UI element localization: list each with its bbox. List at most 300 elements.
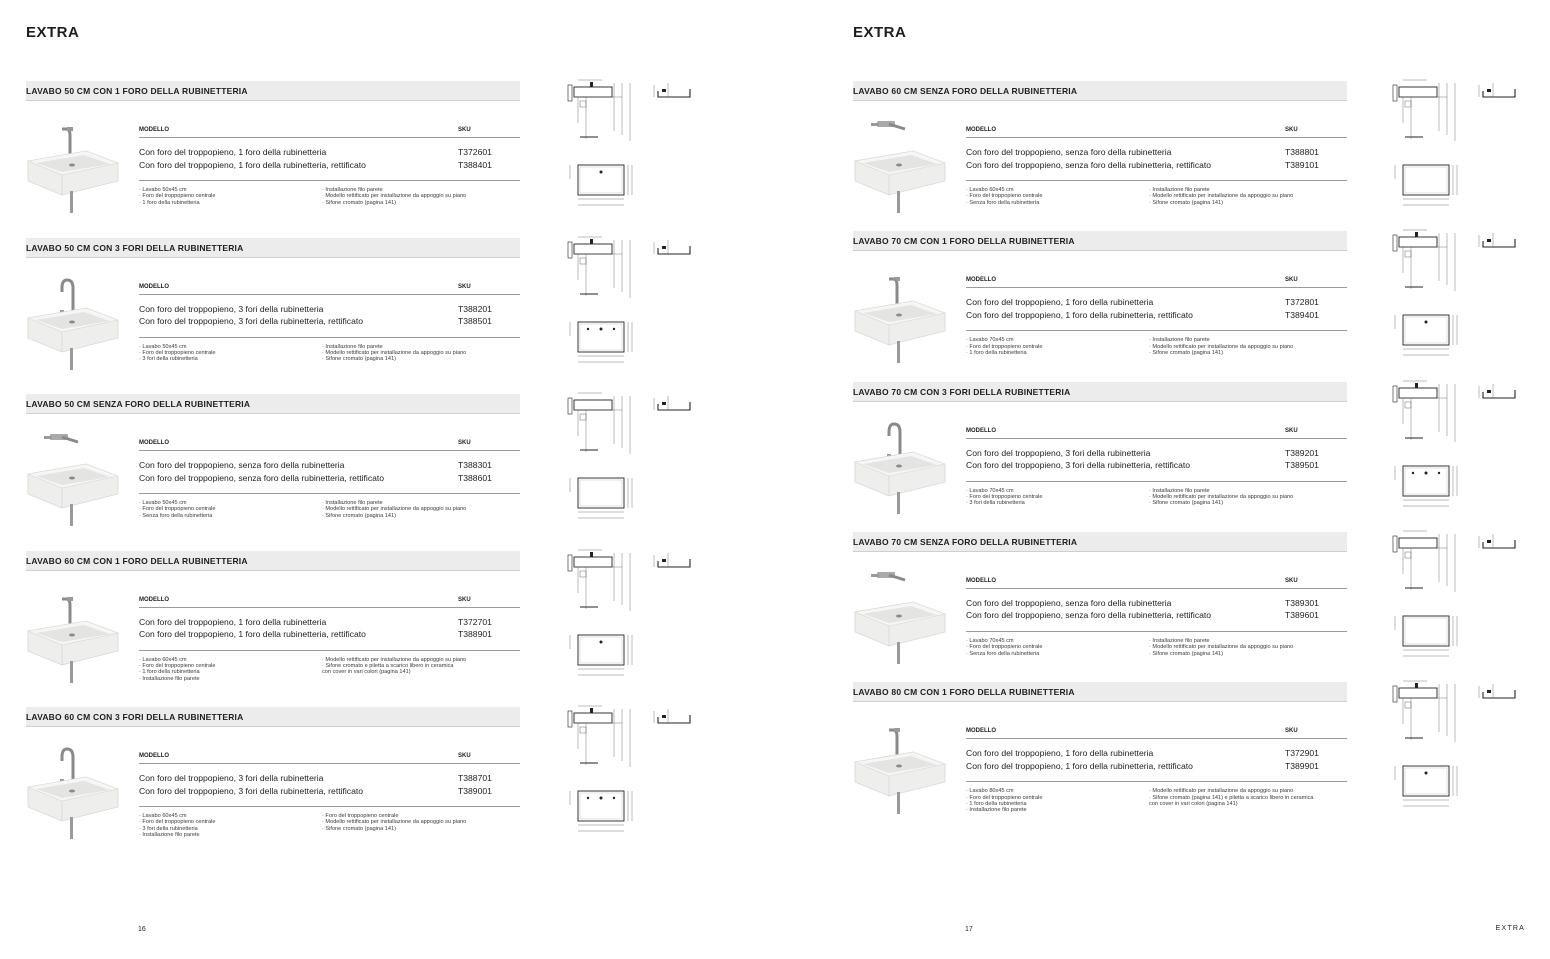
note-line: · Sifone cromato (pagina 141)	[1149, 350, 1224, 357]
sku-cell: T389001	[458, 785, 492, 796]
model-cell: Con foro del troppopieno, 1 foro della rubinetteria	[966, 297, 1154, 308]
section-title: LAVABO 60 CM CON 3 FORI DELLA RUBINETTERIA	[26, 712, 244, 722]
sku-cell: T372701	[458, 616, 492, 627]
side-view-drawing	[564, 234, 642, 304]
note-line: · Installazione filo parete	[139, 675, 200, 682]
top-view-drawing	[1391, 610, 1461, 662]
sku-cell: T388601	[458, 472, 492, 483]
table-body	[139, 451, 520, 494]
washbasin-image	[26, 276, 122, 372]
product-notes	[139, 187, 520, 217]
table-header	[966, 119, 1347, 138]
notes-column-right	[322, 187, 522, 206]
note-line: · 3 fori della rubinetteria	[139, 356, 198, 363]
product-notes	[966, 638, 1347, 668]
profile-drawing	[1475, 233, 1519, 253]
note-line: · Installazione filo parete	[966, 807, 1027, 814]
table-body	[966, 138, 1347, 181]
note-line: · 1 foro della rubinetteria	[966, 350, 1027, 357]
note-line: · Modello rettificato per installazione da appoggio su piano	[1149, 343, 1294, 350]
sku-cell: T389401	[1285, 309, 1319, 320]
note-line: · 1 foro della rubinetteria	[139, 669, 200, 676]
model-table	[139, 276, 520, 374]
note-line: · Foro del troppopieno centrale	[139, 193, 216, 200]
notes-column-right	[322, 500, 522, 519]
product-section	[26, 81, 726, 231]
sku-cell: T389301	[1285, 597, 1319, 608]
top-view-drawing	[566, 629, 636, 681]
note-line: · 1 foro della rubinetteria	[139, 199, 200, 206]
note-line: · Foro del troppopieno centrale	[139, 506, 216, 513]
model-cell: Con foro del troppopieno, 3 fori della rubinetteria, rettificato	[966, 460, 1191, 471]
note-line: · Installazione filo parete	[1149, 637, 1210, 644]
notes-column-left	[139, 657, 319, 683]
sku-header: SKU	[458, 283, 471, 290]
product-section	[853, 382, 1550, 532]
product-notes	[966, 788, 1347, 818]
product-notes	[139, 500, 520, 530]
section-header-bar	[26, 707, 520, 727]
note-line: · Installazione filo parete	[322, 343, 383, 350]
sku-cell: T372601	[458, 147, 492, 157]
section-title: LAVABO 70 CM SENZA FORO DELLA RUBINETTERIA	[853, 536, 1078, 547]
section-title: LAVABO 60 CM CON 1 FORO DELLA RUBINETTERIA	[26, 555, 248, 566]
product-notes	[966, 187, 1347, 217]
section-title: LAVABO 70 CM CON 3 FORI DELLA RUBINETTERIA	[853, 386, 1071, 397]
note-line: · Installazione filo parete	[1149, 487, 1210, 494]
note-line: · Sifone cromato (pagina 141)	[322, 356, 397, 363]
sku-cell: T388501	[458, 316, 492, 326]
model-cell: Con foro del troppopieno, 3 fori della rubinetteria, rettificato	[139, 316, 364, 326]
sku-header: SKU	[1285, 127, 1298, 133]
table-row	[966, 761, 1347, 774]
profile-drawing	[650, 240, 694, 260]
table-row	[966, 460, 1347, 473]
note-line: · Lavabo 50x45 cm	[139, 187, 187, 193]
note-line: · Lavabo 50x45 cm	[139, 343, 187, 350]
note-line: con cover in vari colori (pagina 141)	[322, 669, 411, 676]
note-line: · Foro del troppopieno centrale	[139, 349, 216, 356]
model-header: MODELLO	[966, 277, 996, 284]
top-view-drawing	[1391, 760, 1461, 812]
product-image	[26, 432, 122, 528]
footer-brand: EXTRA	[1495, 925, 1525, 932]
washbasin-image	[853, 720, 949, 816]
page-title: EXTRA	[26, 24, 80, 41]
section-header-bar	[26, 238, 520, 258]
side-view-drawing	[1389, 227, 1467, 297]
sku-cell: T388301	[458, 460, 492, 470]
note-line: · Lavabo 80x45 cm	[966, 788, 1014, 795]
section-title: LAVABO 70 CM CON 1 FORO DELLA RUBINETTERIA	[853, 236, 1075, 247]
table-body	[139, 764, 520, 807]
table-body	[139, 138, 520, 181]
sku-cell: T388901	[458, 629, 492, 639]
note-line: · Lavabo 60x45 cm	[139, 656, 187, 663]
note-line: · Foro del troppopieno centrale	[322, 813, 399, 819]
technical-drawing-profile	[1475, 233, 1519, 258]
technical-drawing-profile	[650, 83, 694, 108]
model-cell: Con foro del troppopieno, 3 fori della rubinetteria	[966, 447, 1151, 458]
note-line: · Modello rettificato per installazione da appoggio su piano	[322, 819, 467, 826]
notes-column-right	[322, 813, 522, 832]
side-view-drawing	[564, 547, 642, 617]
model-header: MODELLO	[139, 127, 169, 133]
note-line: · Sifone cromato (pagina 141)	[1149, 650, 1224, 657]
sku-cell: T388801	[1285, 147, 1319, 157]
product-section	[26, 707, 726, 857]
washbasin-image	[26, 432, 122, 528]
sku-header: SKU	[458, 127, 471, 133]
table-body	[966, 589, 1347, 632]
note-line: · 3 fori della rubinetteria	[966, 500, 1025, 507]
sku-header: SKU	[458, 596, 471, 603]
section-header-bar	[853, 382, 1347, 402]
section-title: LAVABO 80 CM CON 1 FORO DELLA RUBINETTERIA	[853, 687, 1075, 698]
technical-drawing-side	[564, 547, 642, 622]
note-line: · Modello rettificato per installazione da appoggio su piano	[1149, 788, 1294, 795]
technical-drawing-top	[566, 785, 636, 842]
note-line: · Sifone cromato (pagina 141)	[1149, 199, 1224, 206]
model-cell: Con foro del troppopieno, senza foro della rubinetteria, rettificato	[966, 159, 1212, 170]
note-line: · Lavabo 60x45 cm	[966, 187, 1014, 193]
note-line: · Modello rettificato per installazione da appoggio su piano	[322, 349, 467, 356]
technical-drawing-top	[1391, 159, 1461, 216]
model-table	[139, 119, 520, 217]
top-view-drawing	[1391, 309, 1461, 361]
model-header: MODELLO	[966, 427, 996, 434]
model-cell: Con foro del troppopieno, 1 foro della rubinetteria, rettificato	[966, 760, 1193, 771]
product-section	[853, 81, 1550, 231]
product-notes	[966, 488, 1347, 518]
section-header-bar	[26, 394, 520, 414]
model-header: MODELLO	[966, 728, 996, 735]
technical-drawing-top	[566, 316, 636, 373]
technical-drawing-profile	[650, 709, 694, 734]
table-header	[966, 720, 1347, 739]
model-table	[966, 269, 1347, 367]
model-cell: Con foro del troppopieno, 1 foro della rubinetteria	[139, 616, 327, 627]
page-number: 17	[965, 926, 973, 933]
product-image	[26, 745, 122, 841]
notes-column-right	[1149, 638, 1349, 657]
technical-drawing-side	[564, 77, 642, 152]
technical-drawing-side	[1389, 678, 1467, 753]
note-line: · Modello rettificato per installazione da appoggio su piano	[1149, 494, 1294, 500]
profile-drawing	[1475, 83, 1519, 103]
notes-column-left	[966, 337, 1146, 356]
sku-cell: T389601	[1285, 610, 1319, 621]
notes-column-right	[1149, 488, 1349, 507]
washbasin-image	[26, 745, 122, 841]
table-row	[966, 598, 1347, 611]
model-cell: Con foro del troppopieno, senza foro della rubinetteria, rettificato	[966, 610, 1212, 621]
note-line: · Senza foro della rubinetteria	[139, 512, 213, 519]
notes-column-left	[966, 638, 1146, 657]
table-row	[966, 610, 1347, 623]
product-section	[853, 532, 1550, 682]
model-header: MODELLO	[139, 753, 169, 759]
model-cell: Con foro del troppopieno, 3 fori della rubinetteria, rettificato	[139, 785, 364, 796]
note-line: · Foro del troppopieno centrale	[966, 494, 1043, 500]
technical-drawing-top	[1391, 610, 1461, 667]
note-line: · Modello rettificato per installazione da appoggio su piano	[1149, 644, 1294, 651]
table-header	[139, 589, 520, 608]
note-line: · Foro del troppopieno centrale	[966, 193, 1043, 200]
table-body	[966, 439, 1347, 482]
product-image	[26, 119, 122, 215]
table-row	[966, 748, 1347, 761]
section-header-bar	[853, 81, 1347, 101]
side-view-drawing	[1389, 378, 1467, 448]
profile-drawing	[650, 709, 694, 729]
section-header-bar	[853, 682, 1347, 702]
top-view-drawing	[566, 316, 636, 368]
note-line: · Foro del troppopieno centrale	[139, 819, 216, 826]
product-image	[853, 720, 949, 816]
note-line: · Senza foro della rubinetteria	[966, 199, 1040, 206]
notes-column-left	[966, 187, 1146, 206]
table-row	[966, 147, 1347, 160]
product-image	[853, 570, 949, 666]
profile-drawing	[1475, 534, 1519, 554]
notes-column-right	[1149, 788, 1349, 807]
note-line: · Modello rettificato per installazione da appoggio su piano	[322, 656, 467, 663]
product-image	[853, 420, 949, 516]
technical-drawing-side	[1389, 227, 1467, 302]
washbasin-image	[26, 119, 122, 215]
model-header: MODELLO	[139, 596, 169, 603]
note-line: · Foro del troppopieno centrale	[966, 794, 1043, 801]
note-line: · Lavabo 60x45 cm	[139, 813, 187, 819]
model-table	[966, 119, 1347, 217]
model-table	[139, 589, 520, 687]
notes-column-left	[966, 788, 1146, 814]
sku-cell: T389101	[1285, 159, 1319, 170]
top-view-drawing	[566, 159, 636, 211]
technical-drawing-side	[564, 703, 642, 778]
sku-cell: T388701	[458, 773, 492, 783]
section-header-bar	[26, 81, 520, 101]
product-section	[26, 551, 726, 701]
product-section	[26, 394, 726, 544]
model-cell: Con foro del troppopieno, 1 foro della rubinetteria, rettificato	[966, 309, 1193, 320]
section-title: LAVABO 50 CM CON 3 FORI DELLA RUBINETTERIA	[26, 242, 244, 253]
model-cell: Con foro del troppopieno, 3 fori della rubinetteria	[139, 773, 324, 783]
technical-drawing-side	[1389, 77, 1467, 152]
table-row	[139, 160, 520, 173]
section-header-bar	[26, 551, 520, 571]
model-table	[139, 432, 520, 530]
product-image	[26, 589, 122, 685]
sku-header: SKU	[1285, 427, 1298, 434]
sku-header: SKU	[458, 440, 471, 446]
model-header: MODELLO	[139, 283, 169, 290]
table-row	[966, 297, 1347, 310]
note-line: · Sifone cromato (pagina 141) e piletta a scarico libero in ceramica	[1149, 794, 1314, 801]
model-table	[966, 420, 1347, 518]
technical-drawing-profile	[1475, 83, 1519, 108]
note-line: · Lavabo 70x45 cm	[966, 337, 1014, 344]
model-cell: Con foro del troppopieno, 1 foro della rubinetteria, rettificato	[139, 629, 366, 639]
sku-cell: T389201	[1285, 447, 1319, 458]
sku-cell: T388401	[458, 159, 492, 170]
table-header	[139, 119, 520, 138]
sku-cell: T389501	[1285, 460, 1319, 471]
technical-drawing-side	[564, 234, 642, 309]
technical-drawing-top	[566, 159, 636, 216]
technical-drawing-side	[1389, 528, 1467, 603]
note-line: · Modello rettificato per installazione da appoggio su piano	[1149, 193, 1294, 200]
washbasin-image	[26, 589, 122, 685]
top-view-drawing	[1391, 159, 1461, 211]
sku-cell: T388201	[458, 303, 492, 314]
model-cell: Con foro del troppopieno, 3 fori della rubinetteria	[139, 303, 324, 314]
notes-column-right	[322, 344, 522, 363]
washbasin-image	[853, 570, 949, 666]
note-line: · Foro del troppopieno centrale	[966, 644, 1043, 651]
table-header	[966, 420, 1347, 439]
table-body	[966, 288, 1347, 331]
model-header: MODELLO	[966, 127, 996, 133]
profile-drawing	[1475, 684, 1519, 704]
table-header	[966, 570, 1347, 589]
notes-column-left	[139, 187, 319, 206]
technical-drawing-side	[1389, 378, 1467, 453]
table-header	[139, 745, 520, 764]
right-page	[775, 0, 1550, 959]
model-cell: Con foro del troppopieno, senza foro della rubinetteria, rettificato	[139, 472, 385, 483]
note-line: · Lavabo 70x45 cm	[966, 637, 1014, 644]
note-line: · Modello rettificato per installazione da appoggio su piano	[322, 193, 467, 200]
model-header: MODELLO	[966, 577, 996, 584]
top-view-drawing	[566, 785, 636, 837]
table-header	[139, 432, 520, 451]
model-cell: Con foro del troppopieno, senza foro della rubinetteria	[139, 460, 345, 470]
table-row	[139, 629, 520, 642]
note-line: · Lavabo 70x45 cm	[966, 487, 1014, 494]
notes-column-left	[139, 344, 319, 363]
model-cell: Con foro del troppopieno, senza foro della rubinetteria	[966, 597, 1172, 608]
table-body	[139, 295, 520, 338]
section-title: LAVABO 50 CM SENZA FORO DELLA RUBINETTERIA	[26, 399, 251, 409]
notes-column-left	[139, 500, 319, 519]
table-row	[966, 310, 1347, 323]
side-view-drawing	[1389, 678, 1467, 748]
model-table	[139, 745, 520, 843]
notes-column-left	[966, 488, 1146, 507]
section-title: LAVABO 50 CM CON 1 FORO DELLA RUBINETTERIA	[26, 86, 248, 96]
sku-header: SKU	[1285, 277, 1298, 284]
page-title: EXTRA	[853, 24, 907, 41]
note-line: · Foro del troppopieno centrale	[139, 662, 216, 669]
note-line: · Installazione filo parete	[1149, 187, 1210, 193]
product-image	[26, 276, 122, 372]
note-line: · Foro del troppopieno centrale	[966, 343, 1043, 350]
note-line: · Lavabo 50x45 cm	[139, 500, 187, 506]
section-title: LAVABO 60 CM SENZA FORO DELLA RUBINETTERIA	[853, 86, 1078, 96]
profile-drawing	[650, 553, 694, 573]
side-view-drawing	[564, 703, 642, 773]
technical-drawing-profile	[1475, 534, 1519, 559]
technical-drawing-top	[1391, 460, 1461, 517]
model-table	[966, 570, 1347, 668]
technical-drawing-top	[566, 472, 636, 529]
washbasin-image	[853, 269, 949, 365]
note-line: · Sifone cromato (pagina 141)	[322, 825, 397, 832]
profile-drawing	[650, 396, 694, 416]
product-image	[853, 119, 949, 215]
side-view-drawing	[1389, 77, 1467, 147]
technical-drawing-side	[564, 390, 642, 465]
table-row	[966, 448, 1347, 461]
side-view-drawing	[564, 390, 642, 460]
technical-drawing-top	[1391, 760, 1461, 817]
profile-drawing	[1475, 384, 1519, 404]
model-header: MODELLO	[139, 440, 169, 446]
sku-header: SKU	[458, 753, 471, 759]
top-view-drawing	[1391, 460, 1461, 512]
table-row	[139, 617, 520, 630]
product-section	[26, 238, 726, 388]
note-line: · Sifone cromato (pagina 141)	[1149, 500, 1224, 507]
product-notes	[139, 813, 520, 843]
product-section	[853, 231, 1550, 381]
note-line: · 3 fori della rubinetteria	[139, 825, 198, 832]
technical-drawing-profile	[650, 396, 694, 421]
top-view-drawing	[566, 472, 636, 524]
note-line: · Installazione filo parete	[322, 187, 383, 193]
technical-drawing-top	[1391, 309, 1461, 366]
notes-column-right	[1149, 337, 1349, 356]
table-row	[139, 460, 520, 473]
note-line: · Installazione filo parete	[322, 500, 383, 506]
technical-drawing-profile	[1475, 384, 1519, 409]
table-row	[139, 786, 520, 799]
table-body	[966, 739, 1347, 782]
note-line: · Sifone cromato e piletta a scarico libero in ceramica	[322, 662, 454, 669]
page-number: 16	[138, 926, 146, 933]
model-cell: Con foro del troppopieno, 1 foro della rubinetteria, rettificato	[139, 159, 366, 170]
side-view-drawing	[1389, 528, 1467, 598]
notes-column-right	[1149, 187, 1349, 206]
sku-cell: T389901	[1285, 760, 1319, 771]
table-row	[139, 473, 520, 486]
table-row	[139, 773, 520, 786]
sku-header: SKU	[1285, 728, 1298, 735]
table-body	[139, 608, 520, 651]
section-header-bar	[853, 532, 1347, 552]
technical-drawing-profile	[650, 240, 694, 265]
side-view-drawing	[564, 77, 642, 147]
technical-drawing-profile	[1475, 684, 1519, 709]
note-line: · Installazione filo parete	[139, 832, 200, 839]
notes-column-right	[322, 657, 522, 676]
technical-drawing-profile	[650, 553, 694, 578]
note-line: · Senza foro della rubinetteria	[966, 650, 1040, 657]
sku-header: SKU	[1285, 577, 1298, 584]
washbasin-image	[853, 420, 949, 516]
sku-cell: T372901	[1285, 748, 1319, 759]
note-line: · 1 foro della rubinetteria	[966, 801, 1027, 807]
table-row	[139, 147, 520, 160]
product-notes	[139, 657, 520, 687]
section-header-bar	[853, 231, 1347, 251]
notes-column-left	[139, 813, 319, 839]
table-header	[139, 276, 520, 295]
model-cell: Con foro del troppopieno, 1 foro della rubinetteria	[966, 748, 1154, 759]
note-line: · Sifone cromato (pagina 141)	[322, 199, 397, 206]
